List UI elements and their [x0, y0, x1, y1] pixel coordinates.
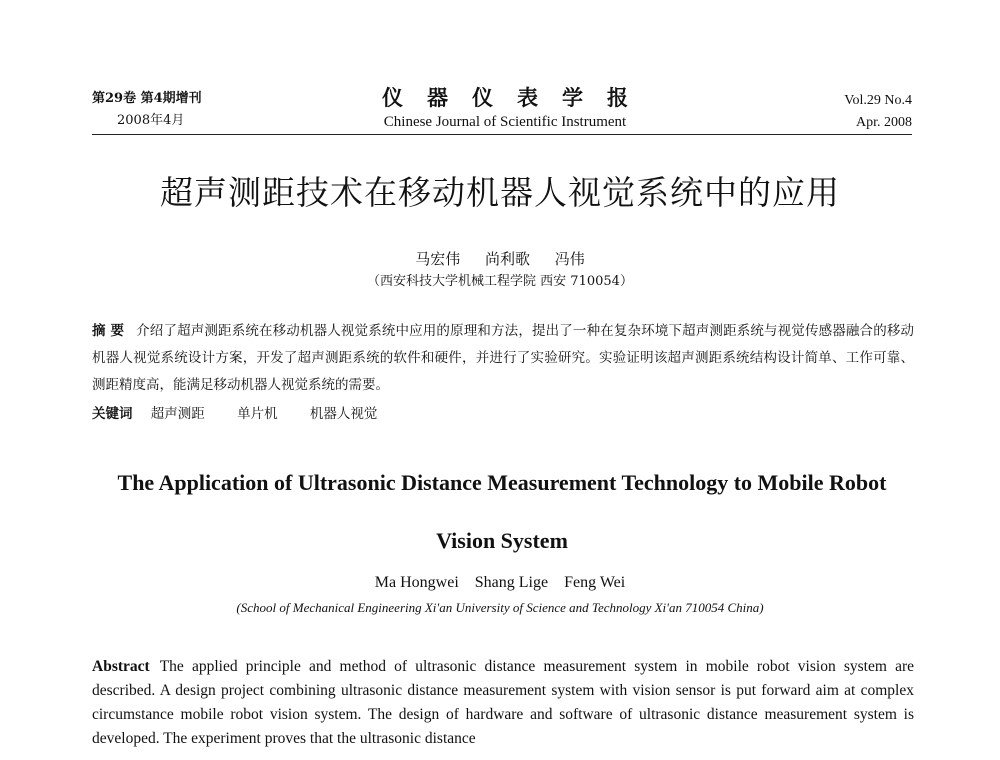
abstract-en-text: The applied principle and method of ultrasonic distance measurement system in mobile robot vision system are described. A design project combining ultrasonic distance measurement system with vision sensor is put forward aim at complex circumstance mobile robot vision system. The design of hardware and software of ultrasonic distance measurement system is developed. The experiment proves that the ultrasonic distance [92, 658, 914, 747]
keyword: 超声测距 [150, 406, 205, 422]
keywords-cn-label: 关键词 [92, 406, 133, 422]
journal-name-cn: 仪器仪表学报 [382, 85, 652, 110]
affiliation-en: (School of Mechanical Engineering Xi'an University of Science and Technology Xi'an 710054 China) [236, 600, 764, 615]
keyword: 机器人视觉 [309, 406, 378, 422]
abstract-en [92, 655, 914, 751]
header-divider [92, 134, 912, 135]
keywords-cn [92, 402, 914, 426]
authors-cn: 马宏伟 尚利歌 冯伟 [415, 250, 585, 268]
abstract-cn [92, 318, 914, 399]
abstract-en-label: Abstract [92, 658, 150, 675]
affiliation-cn: （西安科技大学机械工程学院 西安 710054） [367, 274, 633, 289]
issue-date-cn: 2008年4月 [117, 113, 185, 128]
journal-name-en: Chinese Journal of Scientific Instrument [383, 114, 627, 130]
journal-volume-info-en [760, 90, 912, 134]
issue-date-en: Apr. 2008 [856, 115, 912, 130]
paper-title-cn: 超声测距技术在移动机器人视觉系统中的应用 [160, 173, 840, 212]
author-name: Ma Hongwei [374, 574, 459, 591]
authors-en [300, 572, 700, 594]
volume-issue: 第29卷 第4期增刊 [92, 91, 202, 106]
author-name: Shang Lige [474, 574, 549, 591]
keyword: 单片机 [237, 406, 278, 422]
paper-title-en: The Application of Ultrasonic Distance Measurement Technology to Mobile Robot Vision System [117, 470, 887, 553]
author-name: Feng Wei [564, 574, 626, 591]
abstract-cn-label: 摘 要 [92, 323, 125, 339]
abstract-cn-text: 介绍了超声测距系统在移动机器人视觉系统中应用的原理和方法，提出了一种在复杂环境下超声测距系统与视觉传感器融合的移动机器人视觉系统设计方案，开发了超声测距系统的软件和硬件，并进行了实验研究。实验证明该超声测距系统结构设计简单、工作可靠、测距精度高，能满足移动机器人视觉系统的需要。 [92, 323, 915, 393]
volume-number-en: Vol.29 No.4 [844, 93, 912, 108]
journal-masthead [340, 84, 670, 132]
journal-volume-info [92, 88, 312, 132]
